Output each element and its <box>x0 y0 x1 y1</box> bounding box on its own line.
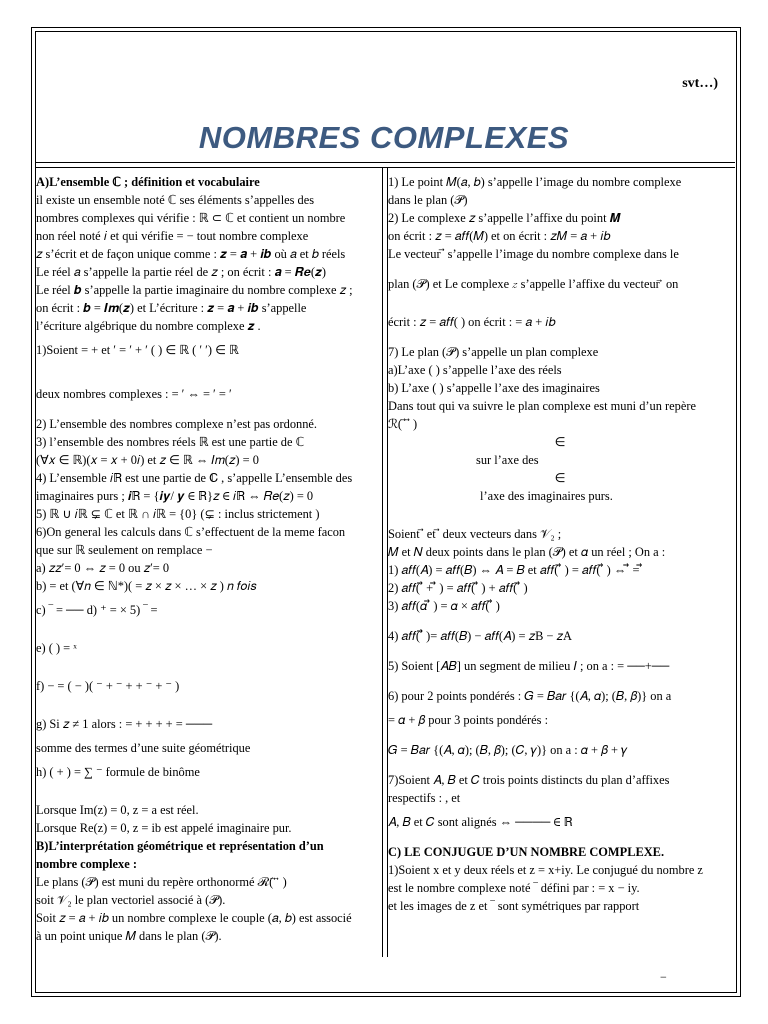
text-line: somme des termes d’une suite géométrique <box>36 741 251 755</box>
text-line: Lorsque Re(z) = 0, z = ib est appelé imaginaire pur. <box>36 821 292 835</box>
text-line: imaginaires purs ; 𝒊ℝ = {𝒊𝒚/ 𝒚 ∈ ℝ}𝑧 ∈ 𝑖ℝ ⇔ 𝑅𝑒(𝑧) = 0 <box>36 489 314 503</box>
text-line: ∈ <box>554 435 566 449</box>
text-line: f) − = ( − )( ⁻ + ⁻ + + ⁻ + ⁻ ) <box>36 679 180 693</box>
text-line: 4) L’ensemble 𝑖ℝ est une partie de ℂ , s’appelle L’ensemble des <box>36 471 353 485</box>
text-line: il existe un ensemble noté ℂ ses éléments s’appelles des <box>36 193 315 207</box>
text-line: 𝑀 et 𝑁 deux points dans le plan (𝒫) et 𝛼 un réel ; On a : <box>388 545 666 559</box>
text-line: 1)Soient = + et ′ = ′ + ′ ( ) ∈ ℝ ( ′ ′) ∈ ℝ <box>36 343 239 357</box>
text-line: soit 𝒱₂ le plan vectoriel associé à (𝒫). <box>36 893 226 907</box>
text-line: on écrit : 𝒃 = 𝑰𝒎(𝒛) et L’écriture : 𝒛 = 𝒂 + 𝒊𝒃 s’appelle <box>36 301 307 315</box>
text-line: Le réel 𝑎 s’appelle la partie réel de 𝑧 ; on écrit : 𝒂 = 𝑹𝒆(𝒛) <box>36 265 326 279</box>
text-line: a) 𝑧𝑧′= 0 ⇔ 𝑧 = 0 ou 𝑧′= 0 <box>36 561 170 575</box>
text-line: 4) 𝑎𝑓𝑓( ⃗⃗ )= 𝑎𝑓𝑓(𝐵) − 𝑎𝑓𝑓(𝐴) = 𝑧B − 𝑧A <box>388 629 572 643</box>
text-line: g) Si 𝑧 ≠ 1 alors : = + + + + = ─── <box>36 717 213 731</box>
text-line: 3) 𝑎𝑓𝑓(𝛼 ⃗ ) = 𝛼 × 𝑎𝑓𝑓( ⃗ ) <box>388 599 500 613</box>
text-line: l’écriture algébrique du nombre complexe 𝒛 . <box>36 319 261 333</box>
text-line: a)L’axe ( ) s’appelle l’axe des réels <box>388 363 562 377</box>
text-line: respectifs : , et <box>388 791 461 805</box>
section-b-title-2: nombre complexe : <box>36 857 137 871</box>
text-line: 6)On general les calculs dans ℂ s’effectuent de la meme facon <box>36 525 346 539</box>
text-line: Soit 𝑧 = 𝑎 + 𝑖𝑏 un nombre complexe le couple (𝑎, 𝑏) est associé <box>36 911 352 925</box>
text-line: deux nombres complexes : = ′ ⇔ = ′ = ′ <box>36 387 232 401</box>
text-line: 𝑧 s’écrit et de façon unique comme : 𝒛 = 𝒂 + 𝒊𝒃 où 𝑎 et 𝑏 réels <box>36 247 346 261</box>
text-line: Dans tout qui va suivre le plan complexe est muni d’un repère <box>388 399 696 413</box>
text-line: 2) Le complexe 𝑧 s’appelle l’affixe du point 𝑴 <box>388 211 621 225</box>
header-svt: svt…) <box>682 76 718 91</box>
page-title: NOMBRES COMPLEXES <box>198 120 570 155</box>
right-column <box>388 173 732 915</box>
text-line: est le nombre complexe noté ‾ défini par : = x − iy. <box>388 881 640 895</box>
text-line: que sur ℝ seulement on remplace − <box>36 543 213 557</box>
text-line: c) ‾ = ── d) ⁺ = × 5) ‾ = <box>36 603 158 617</box>
text-line: dans le plan (𝒫) <box>388 193 468 207</box>
text-line: 1)Soient x et y deux réels et z = x+iy. Le conjugué du nombre z <box>388 863 703 877</box>
text-line: Le vecteur ⃗ s’appelle l’image du nombre complexe dans le <box>388 247 679 261</box>
text-line: 7) Le plan (𝒫) s’appelle un plan complexe <box>388 345 599 359</box>
text-line: e) ( ) = ˣ <box>36 641 77 655</box>
text-line: et les images de z et ‾ sont symétriques par rapport <box>388 899 640 913</box>
text-line: b) L’axe ( ) s’appelle l’axe des imaginaires <box>388 381 600 395</box>
section-c-title: C) LE CONJUGUE D’UN NOMBRE COMPLEXE. <box>388 845 665 859</box>
footer-mark: − <box>660 970 667 984</box>
text-line: 2) 𝑎𝑓𝑓( ⃗ + ⃗ ) = 𝑎𝑓𝑓( ⃗ ) + 𝑎𝑓𝑓( ⃗ ) <box>388 581 528 595</box>
text-line: 1) 𝑎𝑓𝑓(𝐴) = 𝑎𝑓𝑓(𝐵) ⇔ 𝐴 = 𝐵 et 𝑎𝑓𝑓( ⃗ ) = 𝑎𝑓𝑓( ⃗ ) ⇔ ⃗ = ⃗ <box>388 563 643 577</box>
section-b-title: B)L’interprétation géométrique et représentation d’un <box>36 839 324 853</box>
text-line: à un point unique 𝑀 dans le plan (𝒫). <box>36 929 222 943</box>
text-line: 1) Le point 𝑀(𝑎, 𝑏) s’appelle l’image du nombre complexe <box>388 175 682 189</box>
text-line: 7)Soient 𝐴, 𝐵 et 𝐶 trois points distincts du plan d’affixes <box>388 773 670 787</box>
text-line: nombres complexes qui vérifie : ℝ ⊂ ℂ et contient un nombre <box>36 211 346 225</box>
text-line: ∈ <box>554 471 566 485</box>
text-line: 5) ℝ ∪ 𝑖ℝ ⊊ ℂ et ℝ ∩ 𝑖ℝ = {0} (⊊ : inclus strictement ) <box>36 507 320 521</box>
text-line: h) ( + ) = ∑ ⁻ formule de binôme <box>36 765 200 779</box>
text-line: 𝐴, 𝐵 et 𝐶 sont alignés ⇔ ──── ∈ ℝ <box>388 815 573 829</box>
text-line: Soient ⃗ et ⃗ deux vecteurs dans 𝒱₂ ; <box>388 527 562 541</box>
text-line: 3) l’ensemble des nombres réels ℝ est une partie de ℂ <box>36 435 305 449</box>
text-line: Le réel 𝒃 s’appelle la partie imaginaire du nombre complexe 𝑧 ; <box>36 283 353 297</box>
text-line: écrit : 𝑧 = 𝑎𝑓𝑓( ) on écrit : = 𝑎 + 𝑖𝑏 <box>388 315 556 329</box>
text-line: ℛ( ⃗ ⃗ ) <box>388 417 418 431</box>
text-line: 𝐺 = 𝐵𝑎𝑟 {(𝐴, 𝛼); (𝐵, 𝛽); (𝐶, 𝛾)} on a : 𝛼 + 𝛽 + 𝛾 <box>388 743 628 757</box>
left-column <box>36 173 381 945</box>
text-line: non réel noté 𝑖 et qui vérifie = − tout nombre complexe <box>36 229 309 243</box>
text-line: b) = et (∀𝑛 ∈ ℕ*)( = 𝑧 × 𝑧 × … × 𝑧 ) 𝑛 𝑓𝑜𝑖𝑠 <box>36 579 257 593</box>
text-line: = 𝛼 + 𝛽 pour 3 points pondérés : <box>388 713 549 727</box>
text-line: Lorsque Im(z) = 0, z = a est réel. <box>36 803 199 817</box>
text-line: Le plans (𝒫) est muni du repère orthonormé ℛ( ⃗ ⃗ ) <box>36 875 287 889</box>
section-a-title: A)L’ensemble ℂ ; définition et vocabulaire <box>36 175 260 189</box>
text-line: 2) L’ensemble des nombres complexe n’est pas ordonné. <box>36 417 318 431</box>
text-line: on écrit : 𝑧 = 𝑎𝑓𝑓(𝑀) et on écrit : 𝑧𝑀 = 𝑎 + 𝑖𝑏 <box>388 229 611 243</box>
text-line: (∀𝑥 ∈ ℝ)(𝑥 = 𝑥 + 0𝑖) et 𝑧 ∈ ℝ ⇔ 𝐼𝑚(𝑧) = 0 <box>36 453 259 467</box>
text-line: sur l’axe des <box>476 453 539 467</box>
text-line: l’axe des imaginaires purs. <box>480 489 613 503</box>
text-line: 6) pour 2 points pondérés : 𝐺 = 𝐵𝑎𝑟 {(𝐴, 𝛼); (𝐵, 𝛽)} on a <box>388 689 672 703</box>
text-line: plan (𝒫) et Le complexe 𝑧 s’appelle l’affixe du vecteur ⃗ on <box>388 277 679 291</box>
text-line: 5) Soient [𝐴𝐵] un segment de milieu 𝐼 ; on a : = ──+── <box>388 659 670 673</box>
